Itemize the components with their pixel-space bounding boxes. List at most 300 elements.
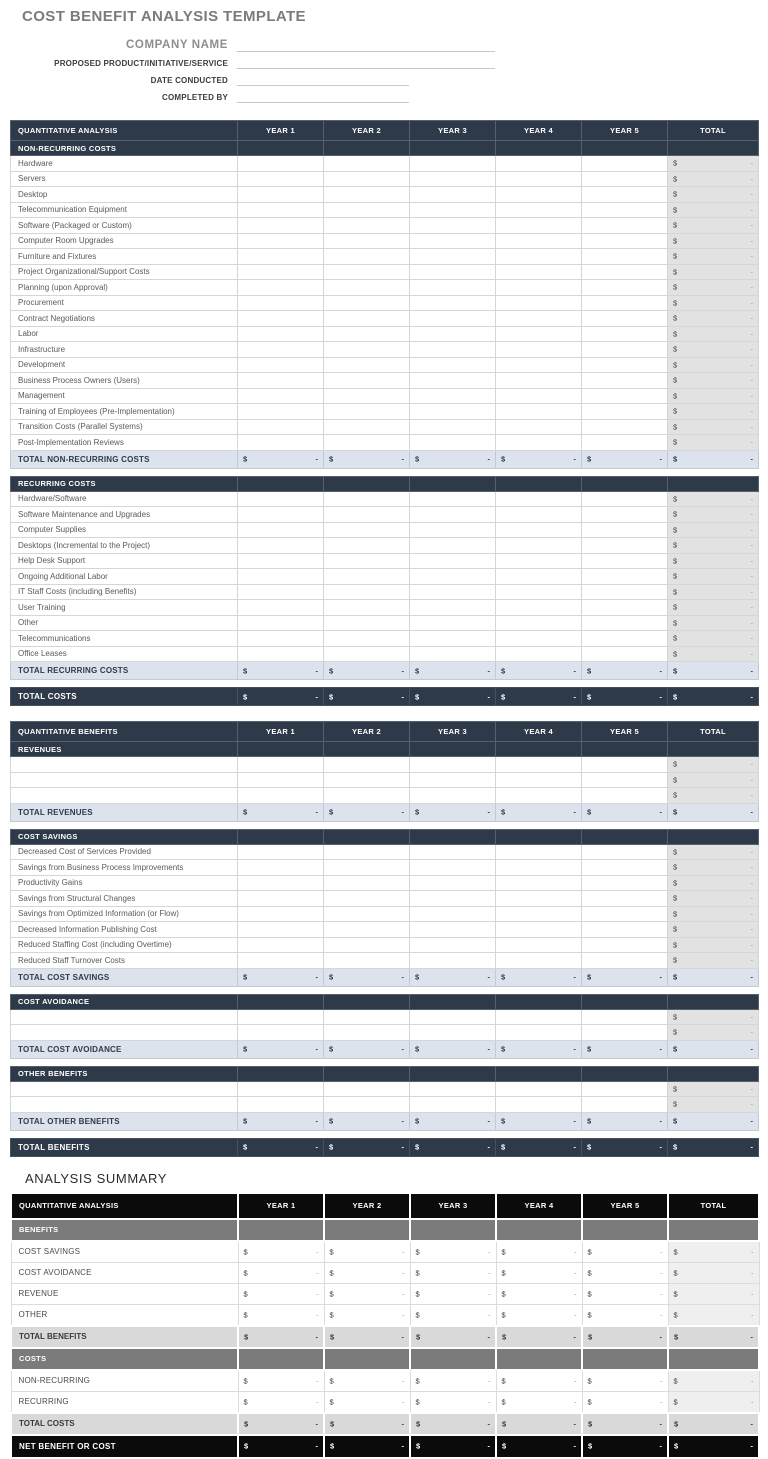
year-cell[interactable] <box>582 311 668 327</box>
year-cell[interactable] <box>410 280 496 296</box>
year-cell[interactable] <box>496 891 582 907</box>
year-cell[interactable] <box>496 1081 582 1097</box>
company-name-input[interactable] <box>237 38 495 52</box>
year-cell[interactable] <box>496 491 582 507</box>
year-cell[interactable] <box>496 388 582 404</box>
year-cell[interactable] <box>582 507 668 523</box>
year-cell[interactable] <box>238 326 324 342</box>
year-cell[interactable] <box>410 600 496 616</box>
completed-by-input[interactable] <box>237 89 409 103</box>
year-cell[interactable] <box>410 860 496 876</box>
year-cell[interactable] <box>324 615 410 631</box>
summary-section-header-cell <box>410 1348 496 1370</box>
year-cell[interactable] <box>324 600 410 616</box>
date-conducted-input[interactable] <box>237 72 409 86</box>
year-cell[interactable] <box>238 280 324 296</box>
year-cell[interactable] <box>410 538 496 554</box>
year-cell[interactable] <box>324 584 410 600</box>
year-cell[interactable] <box>324 906 410 922</box>
year-cell[interactable] <box>582 357 668 373</box>
year-cell[interactable] <box>410 156 496 172</box>
year-cell[interactable] <box>324 373 410 389</box>
year-cell[interactable] <box>496 922 582 938</box>
dollar-sign: $ <box>673 909 678 919</box>
summary-year-cell[interactable] <box>324 1391 410 1413</box>
summary-year-cell[interactable] <box>238 1370 324 1392</box>
summary-year-cell[interactable] <box>582 1283 668 1304</box>
year-cell[interactable] <box>238 922 324 938</box>
year-cell[interactable] <box>238 311 324 327</box>
empty-value-dash: - <box>487 1142 490 1152</box>
year-cell[interactable] <box>238 419 324 435</box>
summary-year-cell[interactable] <box>238 1262 324 1283</box>
year-cell[interactable] <box>238 388 324 404</box>
empty-value-dash: - <box>316 1268 319 1277</box>
row-label <box>11 788 238 804</box>
year-cell[interactable] <box>496 600 582 616</box>
year-cell[interactable] <box>496 419 582 435</box>
empty-value-dash: - <box>750 282 753 292</box>
year-cell[interactable] <box>410 233 496 249</box>
year-cell[interactable] <box>582 569 668 585</box>
year-cell[interactable] <box>238 631 324 647</box>
year-cell[interactable] <box>496 171 582 187</box>
year-cell[interactable] <box>582 757 668 773</box>
year-cell[interactable] <box>496 187 582 203</box>
summary-year-cell[interactable] <box>496 1370 582 1392</box>
year-cell[interactable] <box>410 507 496 523</box>
year-cell[interactable] <box>496 538 582 554</box>
year-cell[interactable] <box>582 584 668 600</box>
year-cell[interactable] <box>582 1081 668 1097</box>
section-total-cell <box>582 662 668 680</box>
year-cell[interactable] <box>324 218 410 234</box>
summary-year-cell[interactable] <box>238 1304 324 1326</box>
year-cell[interactable] <box>410 953 496 969</box>
year-cell[interactable] <box>582 631 668 647</box>
year-cell[interactable] <box>324 631 410 647</box>
section-header-cell <box>324 476 410 491</box>
year-cell[interactable] <box>324 233 410 249</box>
year-cell[interactable] <box>238 553 324 569</box>
year-cell[interactable] <box>410 1097 496 1113</box>
year-cell[interactable] <box>324 435 410 451</box>
year-cell[interactable] <box>582 491 668 507</box>
year-cell[interactable] <box>410 584 496 600</box>
year-cell[interactable] <box>238 788 324 804</box>
summary-year-cell[interactable] <box>582 1370 668 1392</box>
empty-value-dash: - <box>315 1332 318 1341</box>
row-total-cell <box>668 891 759 907</box>
year-cell[interactable] <box>238 156 324 172</box>
table-row <box>11 218 759 234</box>
year-cell[interactable] <box>238 615 324 631</box>
summary-year-cell[interactable] <box>496 1391 582 1413</box>
year-cell[interactable] <box>582 553 668 569</box>
empty-value-dash: - <box>659 1142 662 1152</box>
section-total-cell <box>582 1040 668 1058</box>
year-cell[interactable] <box>238 757 324 773</box>
year-cell[interactable] <box>496 435 582 451</box>
year-cell[interactable] <box>582 295 668 311</box>
year-cell[interactable] <box>238 249 324 265</box>
year-cell[interactable] <box>324 311 410 327</box>
year-cell[interactable] <box>324 388 410 404</box>
year-cell[interactable] <box>410 1009 496 1025</box>
year-cell[interactable] <box>496 584 582 600</box>
year-cell[interactable] <box>324 404 410 420</box>
year-cell[interactable] <box>496 202 582 218</box>
dollar-sign: $ <box>673 205 678 215</box>
year-cell[interactable] <box>238 233 324 249</box>
year-cell[interactable] <box>238 522 324 538</box>
year-cell[interactable] <box>324 569 410 585</box>
year-cell[interactable] <box>324 1097 410 1113</box>
year-cell[interactable] <box>238 1081 324 1097</box>
year-cell[interactable] <box>496 553 582 569</box>
year-cell[interactable] <box>410 264 496 280</box>
year-cell[interactable] <box>238 1009 324 1025</box>
summary-year-cell[interactable] <box>410 1304 496 1326</box>
year-cell[interactable] <box>582 156 668 172</box>
year-cell[interactable] <box>582 522 668 538</box>
summary-year-cell[interactable] <box>496 1304 582 1326</box>
summary-year-cell[interactable] <box>496 1262 582 1283</box>
year-cell[interactable] <box>410 875 496 891</box>
year-cell[interactable] <box>410 615 496 631</box>
year-cell[interactable] <box>238 435 324 451</box>
summary-year-cell[interactable] <box>238 1283 324 1304</box>
dollar-sign: $ <box>329 666 334 675</box>
year-cell[interactable] <box>410 891 496 907</box>
year-cell[interactable] <box>410 1081 496 1097</box>
year-cell[interactable] <box>238 202 324 218</box>
section-header-cell <box>238 994 324 1009</box>
section-title: RECURRING COSTS <box>11 476 238 491</box>
year-cell[interactable] <box>238 1097 324 1113</box>
proposed-product-initiative-service-input[interactable] <box>237 55 495 69</box>
year-cell[interactable] <box>582 891 668 907</box>
dollar-sign: $ <box>501 666 506 675</box>
summary-year-cell[interactable] <box>410 1241 496 1263</box>
year-cell[interactable] <box>496 844 582 860</box>
year-cell[interactable] <box>238 218 324 234</box>
summary-year-cell[interactable] <box>238 1391 324 1413</box>
year-cell[interactable] <box>410 631 496 647</box>
year-cell[interactable] <box>496 326 582 342</box>
year-cell[interactable] <box>324 860 410 876</box>
summary-row <box>11 1283 759 1304</box>
year-cell[interactable] <box>582 615 668 631</box>
year-cell[interactable] <box>410 569 496 585</box>
year-cell[interactable] <box>496 875 582 891</box>
section-header-cell <box>410 829 496 844</box>
year-cell[interactable] <box>238 569 324 585</box>
year-cell[interactable] <box>410 646 496 662</box>
year-cell[interactable] <box>582 538 668 554</box>
dollar-sign: $ <box>243 1289 248 1298</box>
summary-year-cell[interactable] <box>324 1283 410 1304</box>
year-cell[interactable] <box>496 1097 582 1113</box>
summary-year-cell[interactable] <box>324 1262 410 1283</box>
section-title: OTHER BENEFITS <box>11 1066 238 1081</box>
year-cell[interactable] <box>582 202 668 218</box>
year-cell[interactable] <box>238 646 324 662</box>
year-cell[interactable] <box>582 844 668 860</box>
year-cell[interactable] <box>410 357 496 373</box>
year-cell[interactable] <box>410 187 496 203</box>
year-cell[interactable] <box>496 860 582 876</box>
year-cell[interactable] <box>238 264 324 280</box>
year-cell[interactable] <box>496 373 582 389</box>
year-cell[interactable] <box>496 342 582 358</box>
summary-year-cell[interactable] <box>496 1283 582 1304</box>
year-cell[interactable] <box>496 631 582 647</box>
year-cell[interactable] <box>410 788 496 804</box>
year-cell[interactable] <box>496 937 582 953</box>
year-cell[interactable] <box>410 311 496 327</box>
year-cell[interactable] <box>582 171 668 187</box>
year-cell[interactable] <box>238 538 324 554</box>
year-cell[interactable] <box>582 280 668 296</box>
year-cell[interactable] <box>582 788 668 804</box>
year-cell[interactable] <box>582 435 668 451</box>
year-cell[interactable] <box>496 218 582 234</box>
empty-value-dash: - <box>750 1441 753 1451</box>
year-cell[interactable] <box>582 342 668 358</box>
year-cell[interactable] <box>324 171 410 187</box>
year-cell[interactable] <box>238 404 324 420</box>
year-cell[interactable] <box>238 937 324 953</box>
summary-year-cell[interactable] <box>238 1241 324 1263</box>
summary-year-cell[interactable] <box>410 1391 496 1413</box>
year-cell[interactable] <box>496 295 582 311</box>
year-cell[interactable] <box>410 522 496 538</box>
year-cell[interactable] <box>496 249 582 265</box>
year-cell[interactable] <box>582 906 668 922</box>
year-cell[interactable] <box>324 875 410 891</box>
empty-value-dash: - <box>659 692 662 701</box>
year-cell[interactable] <box>582 1097 668 1113</box>
year-cell[interactable] <box>496 404 582 420</box>
table-row <box>11 1009 759 1025</box>
year-cell[interactable] <box>582 388 668 404</box>
year-cell[interactable] <box>496 311 582 327</box>
year-cell[interactable] <box>410 373 496 389</box>
year-cell[interactable] <box>496 1009 582 1025</box>
year-cell[interactable] <box>410 491 496 507</box>
year-cell[interactable] <box>410 404 496 420</box>
year-cell[interactable] <box>582 860 668 876</box>
year-cell[interactable] <box>324 491 410 507</box>
year-cell[interactable] <box>238 860 324 876</box>
summary-year-cell[interactable] <box>410 1370 496 1392</box>
year-cell[interactable] <box>410 202 496 218</box>
year-cell[interactable] <box>238 357 324 373</box>
year-cell[interactable] <box>238 171 324 187</box>
year-cell[interactable] <box>324 937 410 953</box>
summary-year-cell[interactable] <box>582 1241 668 1263</box>
year-cell[interactable] <box>238 295 324 311</box>
year-cell[interactable] <box>324 249 410 265</box>
year-cell[interactable] <box>582 218 668 234</box>
year-cell[interactable] <box>238 906 324 922</box>
year-cell[interactable] <box>410 757 496 773</box>
year-cell[interactable] <box>582 646 668 662</box>
year-cell[interactable] <box>410 342 496 358</box>
empty-value-dash: - <box>402 1247 405 1256</box>
year-cell[interactable] <box>324 1025 410 1041</box>
empty-value-dash: - <box>750 205 753 215</box>
column-header: TOTAL <box>668 121 759 141</box>
year-cell[interactable] <box>582 772 668 788</box>
year-cell[interactable] <box>238 953 324 969</box>
year-cell[interactable] <box>324 538 410 554</box>
year-cell[interactable] <box>324 419 410 435</box>
row-total-cell <box>668 646 759 662</box>
year-cell[interactable] <box>582 249 668 265</box>
row-total-cell <box>668 772 759 788</box>
year-cell[interactable] <box>582 419 668 435</box>
year-cell[interactable] <box>324 342 410 358</box>
year-cell[interactable] <box>496 906 582 922</box>
year-cell[interactable] <box>324 788 410 804</box>
year-cell[interactable] <box>238 491 324 507</box>
year-cell[interactable] <box>410 553 496 569</box>
year-cell[interactable] <box>582 600 668 616</box>
year-cell[interactable] <box>410 419 496 435</box>
year-cell[interactable] <box>324 922 410 938</box>
year-cell[interactable] <box>324 646 410 662</box>
year-cell[interactable] <box>238 342 324 358</box>
year-cell[interactable] <box>582 233 668 249</box>
year-cell[interactable] <box>496 522 582 538</box>
year-cell[interactable] <box>238 1025 324 1041</box>
summary-year-cell[interactable] <box>324 1241 410 1263</box>
year-cell[interactable] <box>582 1009 668 1025</box>
summary-year-cell[interactable] <box>496 1241 582 1263</box>
year-cell[interactable] <box>324 891 410 907</box>
year-cell[interactable] <box>496 507 582 523</box>
year-cell[interactable] <box>324 357 410 373</box>
year-cell[interactable] <box>582 922 668 938</box>
year-cell[interactable] <box>410 844 496 860</box>
year-cell[interactable] <box>238 600 324 616</box>
year-cell[interactable] <box>238 844 324 860</box>
year-cell[interactable] <box>410 772 496 788</box>
year-cell[interactable] <box>496 569 582 585</box>
year-cell[interactable] <box>496 788 582 804</box>
summary-year-cell[interactable] <box>410 1262 496 1283</box>
row-label: Reduced Staff Turnover Costs <box>11 953 238 969</box>
year-cell[interactable] <box>324 295 410 311</box>
year-cell[interactable] <box>238 373 324 389</box>
year-cell[interactable] <box>496 280 582 296</box>
year-cell[interactable] <box>496 233 582 249</box>
year-cell[interactable] <box>410 295 496 311</box>
empty-value-dash: - <box>402 1268 405 1277</box>
year-cell[interactable] <box>496 772 582 788</box>
year-cell[interactable] <box>410 388 496 404</box>
year-cell[interactable] <box>324 1081 410 1097</box>
year-cell[interactable] <box>410 922 496 938</box>
row-total-cell <box>668 187 759 203</box>
year-cell[interactable] <box>324 187 410 203</box>
year-cell[interactable] <box>238 584 324 600</box>
year-cell[interactable] <box>410 937 496 953</box>
year-cell[interactable] <box>324 844 410 860</box>
year-cell[interactable] <box>582 404 668 420</box>
year-cell[interactable] <box>582 264 668 280</box>
year-cell[interactable] <box>324 507 410 523</box>
year-cell[interactable] <box>582 875 668 891</box>
year-cell[interactable] <box>324 156 410 172</box>
year-cell[interactable] <box>410 171 496 187</box>
section-header-cell <box>238 742 324 757</box>
year-cell[interactable] <box>496 156 582 172</box>
net-benefit-cell <box>496 1435 582 1458</box>
year-cell[interactable] <box>410 435 496 451</box>
summary-year-cell[interactable] <box>582 1391 668 1413</box>
section-total-cell <box>668 662 759 680</box>
year-cell[interactable] <box>324 264 410 280</box>
summary-year-cell[interactable] <box>582 1304 668 1326</box>
summary-total-cell <box>668 1304 759 1326</box>
empty-value-dash: - <box>660 1247 663 1256</box>
year-cell[interactable] <box>496 1025 582 1041</box>
year-cell[interactable] <box>410 218 496 234</box>
year-cell[interactable] <box>410 249 496 265</box>
year-cell[interactable] <box>324 772 410 788</box>
year-cell[interactable] <box>238 875 324 891</box>
summary-year-cell[interactable] <box>582 1262 668 1283</box>
year-cell[interactable] <box>496 757 582 773</box>
year-cell[interactable] <box>496 646 582 662</box>
year-cell[interactable] <box>582 953 668 969</box>
year-cell[interactable] <box>238 187 324 203</box>
year-cell[interactable] <box>582 326 668 342</box>
year-cell[interactable] <box>582 937 668 953</box>
year-cell[interactable] <box>582 373 668 389</box>
year-cell[interactable] <box>496 953 582 969</box>
empty-value-dash: - <box>573 1441 576 1451</box>
year-cell[interactable] <box>324 953 410 969</box>
year-cell[interactable] <box>410 906 496 922</box>
year-cell[interactable] <box>238 507 324 523</box>
year-cell[interactable] <box>496 357 582 373</box>
summary-year-cell[interactable] <box>410 1283 496 1304</box>
year-cell[interactable] <box>238 891 324 907</box>
year-cell[interactable] <box>238 772 324 788</box>
summary-year-cell[interactable] <box>324 1304 410 1326</box>
year-cell[interactable] <box>582 187 668 203</box>
year-cell[interactable] <box>496 615 582 631</box>
year-cell[interactable] <box>410 326 496 342</box>
year-cell[interactable] <box>324 757 410 773</box>
year-cell[interactable] <box>324 326 410 342</box>
year-cell[interactable] <box>496 264 582 280</box>
year-cell[interactable] <box>582 1025 668 1041</box>
year-cell[interactable] <box>324 553 410 569</box>
summary-year-cell[interactable] <box>324 1370 410 1392</box>
empty-value-dash: - <box>751 1310 754 1319</box>
year-cell[interactable] <box>324 522 410 538</box>
empty-value-dash: - <box>750 955 753 965</box>
year-cell[interactable] <box>324 202 410 218</box>
year-cell[interactable] <box>410 1025 496 1041</box>
year-cell[interactable] <box>324 1009 410 1025</box>
year-cell[interactable] <box>324 280 410 296</box>
